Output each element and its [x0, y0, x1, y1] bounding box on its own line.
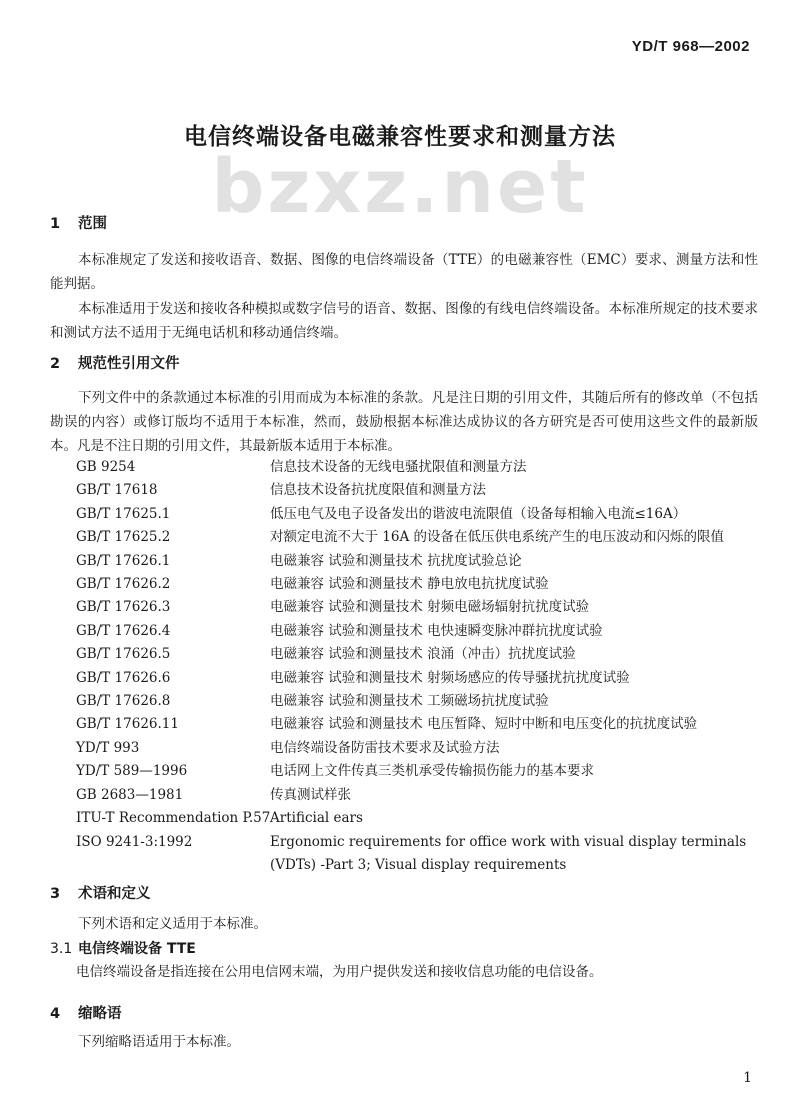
reference-row — [76, 596, 760, 619]
subsection-number: 3.1 — [50, 941, 73, 957]
reference-row — [76, 503, 760, 526]
standard-code: YD/T 968—2002 — [631, 38, 750, 55]
subsection-3-1-heading — [50, 938, 196, 958]
reference-code: GB 9254 — [76, 459, 136, 475]
section-1-paragraph-2: 本标准适用于发送和接收各种模拟或数字信号的语音、数据、图像的有线电信终端设备。本标准所规定的技术要求和测试方法不适用于无绳电话机和移动通信终端。 — [50, 301, 758, 341]
section-number: 1 — [50, 216, 61, 232]
term-definition: 电信终端设备是指连接在公用电信网末端，为用户提供发送和接收信息功能的电信设备。 — [76, 964, 603, 980]
section-4-paragraph-1: 下列缩略语适用于本标准。 — [78, 1034, 240, 1050]
reference-code: GB/T 17626.6 — [76, 669, 171, 686]
reference-title: 低压电气及电子设备发出的谐波电流限值（设备每相输入电流≤16A） — [270, 505, 687, 522]
section-number: 3 — [50, 886, 61, 902]
reference-code: ISO 9241-3:1992 — [76, 833, 193, 850]
reference-title: 电信终端设备防雷技术要求及试验方法 — [270, 739, 500, 756]
reference-code: GB/T 17625.1 — [76, 505, 171, 522]
reference-code: GB/T 17626.1 — [76, 552, 171, 569]
reference-row — [76, 667, 760, 690]
reference-title: 信息技术设备抗扰度限值和测量方法 — [270, 482, 486, 499]
reference-row — [76, 620, 760, 643]
reference-row — [76, 784, 760, 807]
reference-row — [76, 690, 760, 713]
section-number: 2 — [50, 356, 61, 372]
reference-title: 电磁兼容 试验和测量技术 射频电磁场辐射抗扰度试验 — [270, 599, 590, 616]
section-title: 缩略语 — [78, 1006, 122, 1022]
reference-title: 电磁兼容 试验和测量技术 浪涌（冲击）抗扰度试验 — [270, 646, 576, 663]
reference-code: GB/T 17626.2 — [76, 576, 171, 593]
reference-row — [76, 479, 760, 502]
reference-code: GB/T 17626.4 — [76, 622, 171, 639]
reference-code: ITU-T Recommendation P.57 — [76, 810, 271, 827]
reference-title: Ergonomic requirements for office work with visual display terminals (VDTs) -Part 3; Visual display requirements — [270, 833, 747, 873]
reference-title: 传真测试样张 — [270, 786, 351, 803]
document-title: 电信终端设备电磁兼容性要求和测量方法 — [184, 124, 616, 150]
section-2-paragraph-1: 下列文件中的条款通过本标准的引用而成为本标准的条款。凡是注日期的引用文件，其随后所有的修改单（不包括勘误的内容）或修订版均不适用于本标准，然而，鼓励根据本标准达成协议的各方研究是否可使用这些文件的最新版本。凡是不注日期的引用文件，其最新版本适用于本标准。 — [50, 390, 758, 454]
section-2-heading — [50, 352, 180, 373]
reference-code: YD/T 993 — [76, 739, 140, 756]
reference-code: GB 2683—1981 — [76, 786, 184, 803]
reference-title: 对额定电流不大于 16A 的设备在低压供电系统产生的电压波动和闪烁的限值 — [270, 529, 725, 546]
reference-row — [76, 550, 760, 573]
normative-references-list — [76, 456, 760, 877]
reference-row — [76, 713, 760, 736]
section-1-heading — [50, 212, 107, 233]
section-3-heading — [50, 882, 151, 903]
reference-title: 电话网上文件传真三类机承受传输损伤能力的基本要求 — [270, 763, 594, 780]
reference-title: 电磁兼容 试验和测量技术 电快速瞬变脉冲群抗扰度试验 — [270, 622, 603, 639]
section-number: 4 — [50, 1006, 61, 1022]
reference-code: GB/T 17626.11 — [76, 716, 179, 733]
reference-row — [76, 807, 760, 830]
reference-title: 电磁兼容 试验和测量技术 工频磁场抗扰度试验 — [270, 693, 549, 710]
reference-row — [76, 573, 760, 596]
reference-row — [76, 643, 760, 666]
reference-title: 电磁兼容 试验和测量技术 抗扰度试验总论 — [270, 552, 522, 569]
term-name: 电信终端设备 TTE — [78, 941, 196, 957]
section-1-paragraph-1: 本标准规定了发送和接收语音、数据、图像的电信终端设备（TTE）的电磁兼容性（EMC）要求、测量方法和性能判据。 — [50, 252, 758, 292]
reference-row — [76, 760, 760, 783]
section-title: 规范性引用文件 — [78, 356, 180, 372]
reference-title: 电磁兼容 试验和测量技术 电压暂降、短时中断和电压变化的抗扰度试验 — [270, 716, 698, 733]
reference-row — [76, 831, 760, 878]
reference-title: Artificial ears — [270, 810, 363, 827]
reference-code: GB/T 17626.3 — [76, 599, 171, 616]
reference-row — [76, 456, 760, 479]
reference-code: GB/T 17626.8 — [76, 693, 171, 710]
reference-code: GB/T 17626.5 — [76, 646, 171, 663]
section-3-paragraph-1: 下列术语和定义适用于本标准。 — [78, 916, 267, 932]
section-4-heading — [50, 1002, 122, 1023]
page-number: 1 — [743, 1070, 752, 1086]
reference-title: 电磁兼容 试验和测量技术 射频场感应的传导骚扰抗扰度试验 — [270, 669, 630, 686]
reference-code: GB/T 17625.2 — [76, 529, 171, 546]
section-title: 范围 — [78, 216, 107, 232]
reference-code: YD/T 589—1996 — [76, 763, 188, 780]
reference-title: 电磁兼容 试验和测量技术 静电放电抗扰度试验 — [270, 576, 549, 593]
reference-code: GB/T 17618 — [76, 482, 158, 499]
watermark: bzxz.net — [211, 144, 589, 230]
reference-title: 信息技术设备的无线电骚扰限值和测量方法 — [270, 459, 527, 475]
reference-row — [76, 737, 760, 760]
reference-row — [76, 526, 760, 549]
section-title: 术语和定义 — [78, 886, 151, 902]
